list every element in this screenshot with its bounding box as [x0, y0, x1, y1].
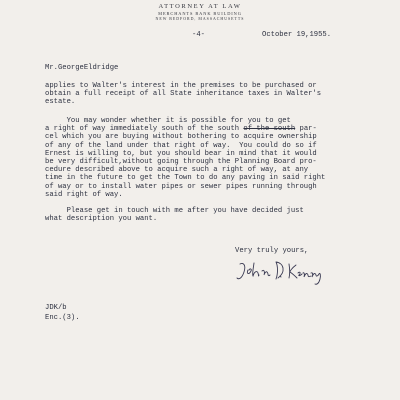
paragraph-line: cedure described above to acquire such a right of way, at any: [45, 166, 309, 175]
line-tail: par-: [295, 125, 317, 134]
letter-date: October 19,1955.: [262, 31, 332, 39]
letterhead-title: ATTORNEY AT LAW: [158, 3, 242, 10]
paragraph-line: applies to Walter's interest in the premises to be purchased or: [45, 82, 317, 90]
page-number: -4-: [192, 31, 205, 39]
signature: [234, 258, 329, 288]
typist-initials: JDK/b: [45, 304, 67, 312]
closing: Very truly yours,: [235, 247, 309, 255]
paragraph-line: what description you want.: [45, 215, 158, 224]
letterhead-building: MERCHANTS BANK BUILDING: [158, 11, 242, 16]
paragraph-line: cel which you are buying without bothering to acquire ownership: [45, 133, 317, 142]
paragraph-line: be very difficult,without going through the Planning Board pro-: [45, 158, 317, 167]
paragraph-line-with-strikeout: [45, 125, 325, 133]
letterhead-city: NEW BEDFORD, MASSACHUSETTS: [155, 17, 245, 21]
paragraph-line: obtain a full receipt of all State inheritance taxes in Walter's: [45, 90, 322, 99]
struck-out-text: of the south: [243, 125, 296, 134]
line-text: a right of way immediately south of the south: [45, 125, 244, 134]
enclosure-note: Enc.(3).: [45, 314, 80, 322]
paragraph-3: [45, 207, 304, 223]
paragraph-line: estate.: [45, 98, 76, 107]
paragraph-1: [45, 82, 321, 107]
paragraph-2: [45, 117, 325, 199]
paragraph-line: said right of way.: [45, 190, 123, 199]
paragraph-line: Please get in touch with me after you have decided just: [45, 207, 304, 215]
paragraph-line: of any of the land under that right of way. You could do so if: [45, 141, 317, 150]
paragraph-line: of way or to install water pipes or sewer pipes running through: [45, 182, 317, 191]
letterhead: [0, 0, 400, 21]
paragraph-line: Ernest is willing to, but you should bear in mind that it would: [45, 149, 317, 158]
paragraph-line: You may wonder whether it is possible for you to get: [45, 117, 291, 125]
salutation: Mr.GeorgeEldridge: [45, 64, 119, 72]
paragraph-line: time in the future to get the Town to do any paving in said right: [45, 174, 326, 183]
